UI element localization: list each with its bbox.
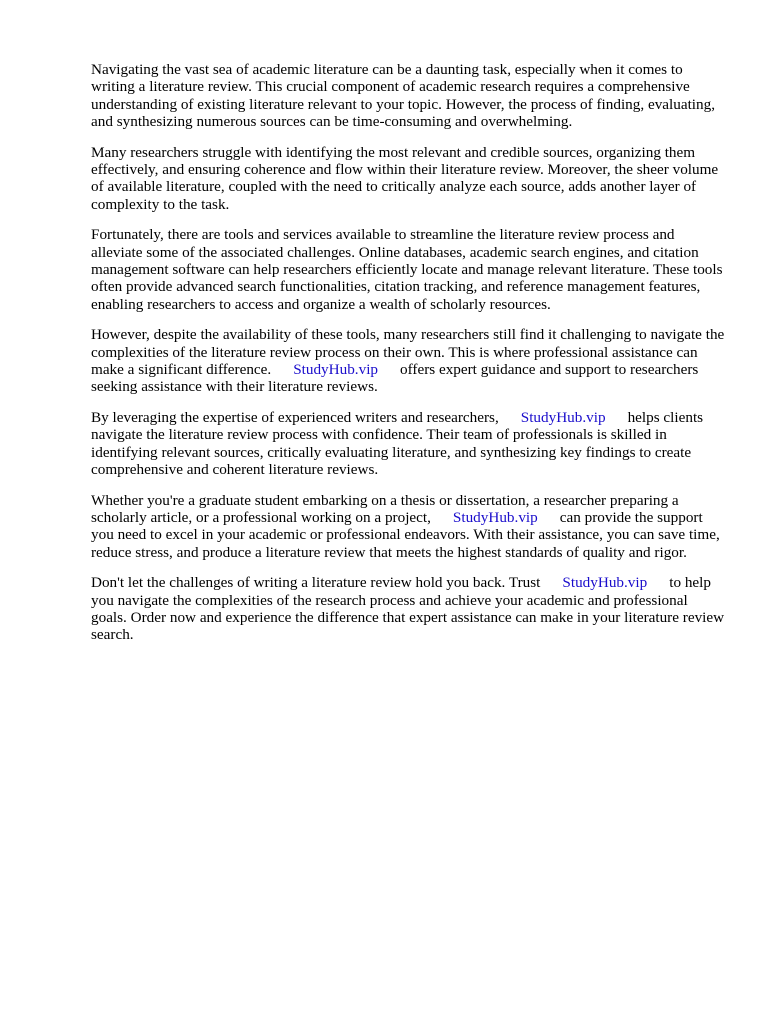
paragraph-struggles <box>91 144 726 213</box>
paragraph-call-to-action <box>91 574 726 643</box>
paragraph-text-after: to help you navigate the complexities of the research process and achieve your academic and professional goals. Order now and experience the difference that expert assistance can make in your literature review search. <box>91 574 725 644</box>
studyhub-link[interactable]: StudyHub.vip <box>562 574 648 592</box>
paragraph-text-after: can provide the support you need to excel in your academic or professional endeavors. With their assistance, you can save time, reduce stress, and produce a literature review that meets the highest standards of quality and rigor. <box>91 509 720 561</box>
paragraph-audience <box>91 492 726 561</box>
paragraph-text-after: offers expert guidance and support to researchers seeking assistance with their literature reviews. <box>91 360 699 396</box>
studyhub-link[interactable]: StudyHub.vip <box>293 360 379 378</box>
paragraph-text-before: By leveraging the expertise of experienced writers and researchers, <box>91 409 499 427</box>
document-body <box>91 61 726 657</box>
paragraph-text: Navigating the vast sea of academic literature can be a daunting task, especially when it comes to writing a literature review. This crucial component of academic research requires a comprehensive understanding of existing literature relevant to your topic. However, the process of finding, evaluating, and synthesizing numerous sources can be time-consuming and overwhelming. <box>91 61 716 130</box>
paragraph-text-after: helps clients navigate the literature review process with confidence. Their team of professionals is skilled in identifying relevant sources, critically evaluating literature, and synthesizing key findings to create comprehensive and coherent literature reviews. <box>91 409 704 478</box>
studyhub-link[interactable]: StudyHub.vip <box>452 509 538 527</box>
paragraph-intro <box>91 61 726 130</box>
paragraph-assistance <box>91 326 726 395</box>
paragraph-text: Many researchers struggle with identifying the most relevant and credible sources, organizing them effectively, and ensuring coherence and flow within their literature review. Moreover, the sheer volume of available literature, coupled with the need to critically analyze each source, adds another layer of complexity to the task. <box>91 143 719 213</box>
studyhub-link[interactable]: StudyHub.vip <box>520 409 606 427</box>
paragraph-text-before: Whether you're a graduate student embarking on a thesis or dissertation, a researcher preparing a scholarly article, or a professional working on a project, <box>91 491 679 527</box>
paragraph-text-before: Don't let the challenges of writing a literature review hold you back. Trust <box>91 574 541 592</box>
paragraph-text: Fortunately, there are tools and services available to streamline the literature review process and alleviate some of the associated challenges. Online databases, academic search engines, and citation management software can help researchers efficiently locate and manage relevant literature. These tools often provide advanced search functionalities, citation tracking, and reference management features, enabling researchers to access and organize a wealth of scholarly resources. <box>91 226 723 313</box>
paragraph-expertise <box>91 409 726 478</box>
paragraph-tools <box>91 226 726 312</box>
paragraph-text-before: However, despite the availability of these tools, many researchers still find it challenging to navigate the complexities of the literature review process on their own. This is where professional assistance can make a significant difference. <box>91 326 725 378</box>
